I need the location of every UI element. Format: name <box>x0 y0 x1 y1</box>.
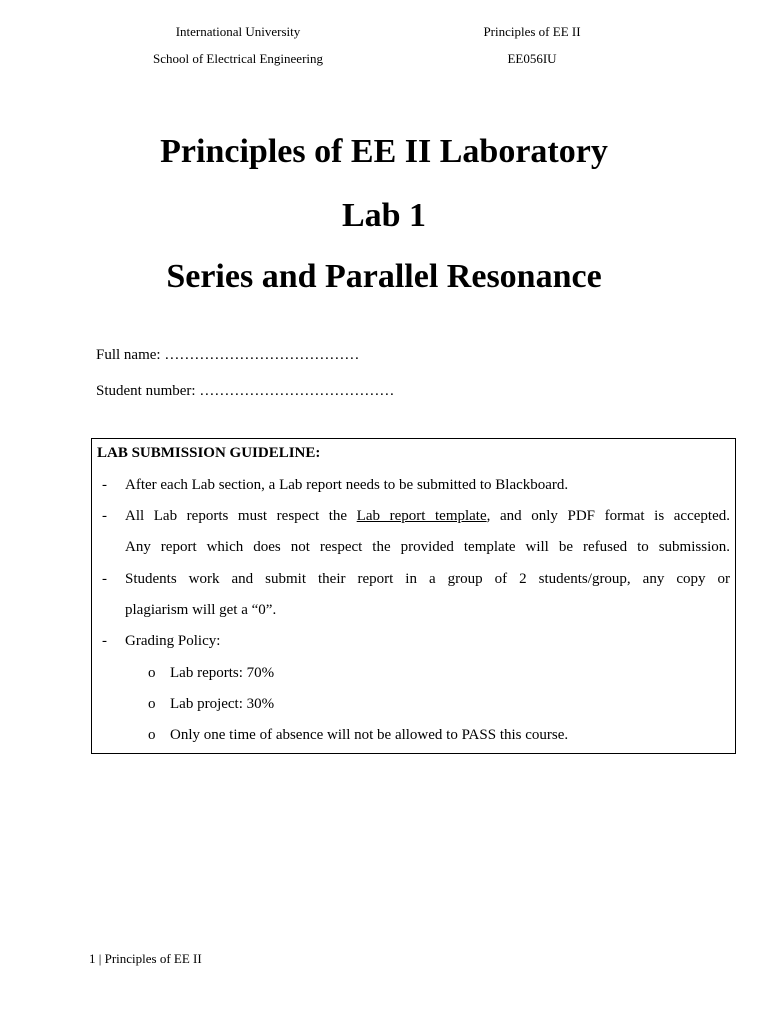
grading-text: Lab reports: 70% <box>170 665 275 681</box>
guideline-text: Grading Policy: <box>125 633 221 649</box>
grading-text: Only one time of absence will not be allowed to PASS this course. <box>170 727 569 743</box>
guideline-item <box>92 631 735 651</box>
grading-sub-item <box>92 663 735 683</box>
student-number-field: Student number: ………………………………… <box>96 383 395 399</box>
guideline-item-continuation <box>92 600 735 620</box>
dash-marker: - <box>102 508 107 524</box>
document-title: Principles of EE II Laboratory <box>160 133 608 170</box>
guideline-item <box>92 475 735 495</box>
dash-marker: - <box>102 571 107 587</box>
guideline-item <box>92 569 735 589</box>
full-name-field: Full name: ………………………………… <box>96 347 360 363</box>
university-name: International University <box>175 24 301 39</box>
header-left <box>0 24 476 78</box>
school-name: School of Electrical Engineering <box>152 51 324 66</box>
dash-marker: - <box>102 633 107 649</box>
lab-report-template-link[interactable]: Lab report template <box>356 508 487 524</box>
lab-topic: Series and Parallel Resonance <box>166 258 602 295</box>
guideline-heading: LAB SUBMISSION GUIDELINE: <box>97 445 321 461</box>
guideline-item-continuation <box>92 537 735 557</box>
circle-bullet-icon: o <box>148 665 156 681</box>
guideline-text: plagiarism will get a “0”. <box>125 602 277 618</box>
course-code: EE056IU <box>507 51 557 66</box>
guideline-text: Students work and submit their report in a group of 2 students/group, any copy or <box>125 571 730 587</box>
circle-bullet-icon: o <box>148 727 156 743</box>
submission-guideline-box <box>91 438 736 754</box>
dash-marker: - <box>102 477 107 493</box>
header-right <box>476 24 588 78</box>
grading-sub-item <box>92 725 735 745</box>
circle-bullet-icon: o <box>148 696 156 712</box>
guideline-text <box>125 506 730 526</box>
guideline-text: Any report which does not respect the provided template will be refused to submission. <box>125 539 730 555</box>
course-name: Principles of EE II <box>483 24 581 39</box>
grading-sub-item <box>92 694 735 714</box>
lab-number: Lab 1 <box>341 197 427 234</box>
guideline-item <box>92 506 735 526</box>
page-footer: 1 | Principles of EE II <box>89 951 202 966</box>
guideline-text-part: , and only PDF format is accepted. <box>486 508 730 524</box>
grading-text: Lab project: 30% <box>170 696 275 712</box>
guideline-text: After each Lab section, a Lab report needs to be submitted to Blackboard. <box>125 477 569 493</box>
guideline-text-part: All Lab reports must respect the <box>125 508 357 524</box>
